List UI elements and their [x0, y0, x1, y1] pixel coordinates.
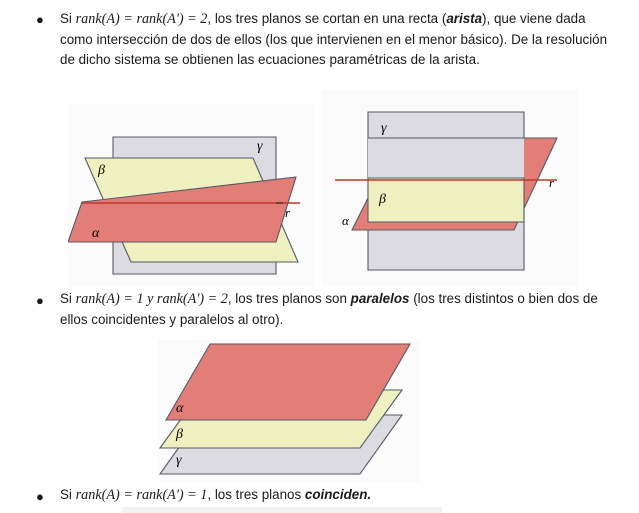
si-1: Si: [60, 11, 72, 26]
label-gamma-2: γ: [381, 121, 387, 136]
label-beta: β: [98, 163, 105, 178]
text-1b: ), que viene dada como intersección de dos de ellos (los que intervienen en el menor básico). De la resolución de dicho sistema se obtienen las ecuaciones paramétricas de la arista.: [60, 11, 608, 67]
label-alpha-3: α: [176, 401, 184, 416]
label-r-2: r: [549, 175, 555, 190]
text-1a: , los tres planos se cortan en una recta (: [207, 11, 447, 26]
formula-2: rank(A) = 1 y rank(A') = 2: [75, 291, 228, 307]
formula-1: rank(A) = rank(A') = 2: [75, 11, 208, 27]
formula-3: rank(A) = rank(A') = 1: [75, 487, 208, 503]
label-alpha: α: [92, 226, 100, 241]
label-beta-2: β: [379, 192, 386, 207]
label-r: r: [285, 205, 291, 220]
label-gamma-3: γ: [176, 453, 182, 468]
label-gamma: γ: [257, 139, 263, 154]
text-3a: , los tres planos: [207, 487, 305, 502]
emph-paralelos: paralelos: [350, 291, 410, 306]
bullet-2: ●: [36, 293, 44, 308]
figure-arista-2: [321, 90, 578, 287]
figure-coinciden-partial: [122, 507, 442, 513]
figure-arista-1: [68, 104, 313, 287]
emph-coinciden: coinciden.: [304, 487, 372, 502]
figure-paralelos: [158, 340, 420, 482]
bullet-1: ●: [36, 12, 44, 27]
paragraph-arista: [60, 9, 620, 71]
label-beta-3: β: [176, 427, 183, 442]
si-2: Si: [60, 291, 72, 306]
si-3: Si: [60, 487, 72, 502]
text-2a: , los tres planos son: [227, 291, 351, 306]
bullet-3: ●: [36, 489, 44, 504]
text-2b: (los tres distintos o bien dos de ellos coincidentes y paralelos al otro).: [60, 291, 598, 327]
paragraph-paralelos: [60, 289, 620, 330]
emph-arista: arista: [446, 11, 483, 26]
paragraph-coinciden: [60, 485, 620, 506]
label-alpha-2: α: [342, 213, 349, 228]
